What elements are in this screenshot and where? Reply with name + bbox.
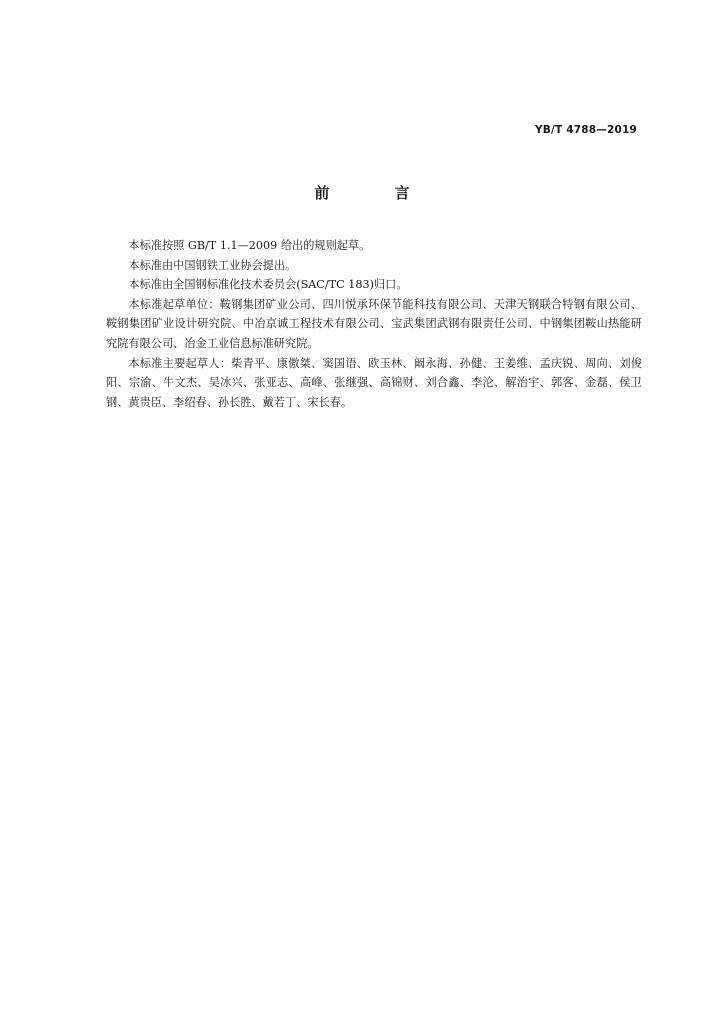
- foreword-body: [106, 236, 642, 412]
- standard-code: YB/T 4788—2019: [534, 124, 637, 136]
- paragraph-drafting-units: 本标准起草单位：鞍钢集团矿业公司、四川悦承环保节能科技有限公司、天津天钢联合特钢有限公司、鞍钢集团矿业设计研究院、中冶京诚工程技术有限公司、宝武集团武钢有限责任公司、中钢集团鞍山热能研究院有限公司、冶金工业信息标准研究院。: [106, 297, 642, 350]
- paragraph-drafting-rules: 本标准按照 GB/T 1.1—2009 给出的规则起草。: [128, 239, 371, 252]
- paragraph-managed-by: 本标准由全国钢标准化技术委员会(SAC/TC 183)归口。: [128, 278, 408, 292]
- paragraph-proposed-by: 本标准由中国钢铁工业协会提出。: [128, 258, 297, 272]
- page-title: 前 言: [314, 184, 440, 202]
- paragraph-main-drafters: 本标准主要起草人：柴青平、康傲桀、窦国语、欧玉林、阚永海、孙健、王姜维、孟庆锐、周向、刘俊阳、宗渝、牛文杰、吴冰兴、张亚志、高峰、张继强、高锦财、刘合鑫、李沦、解治宇、郭客、金磊、侯卫钢、黄贵臣、李绍春、孙长胜、戴若丁、宋长春。: [106, 356, 642, 409]
